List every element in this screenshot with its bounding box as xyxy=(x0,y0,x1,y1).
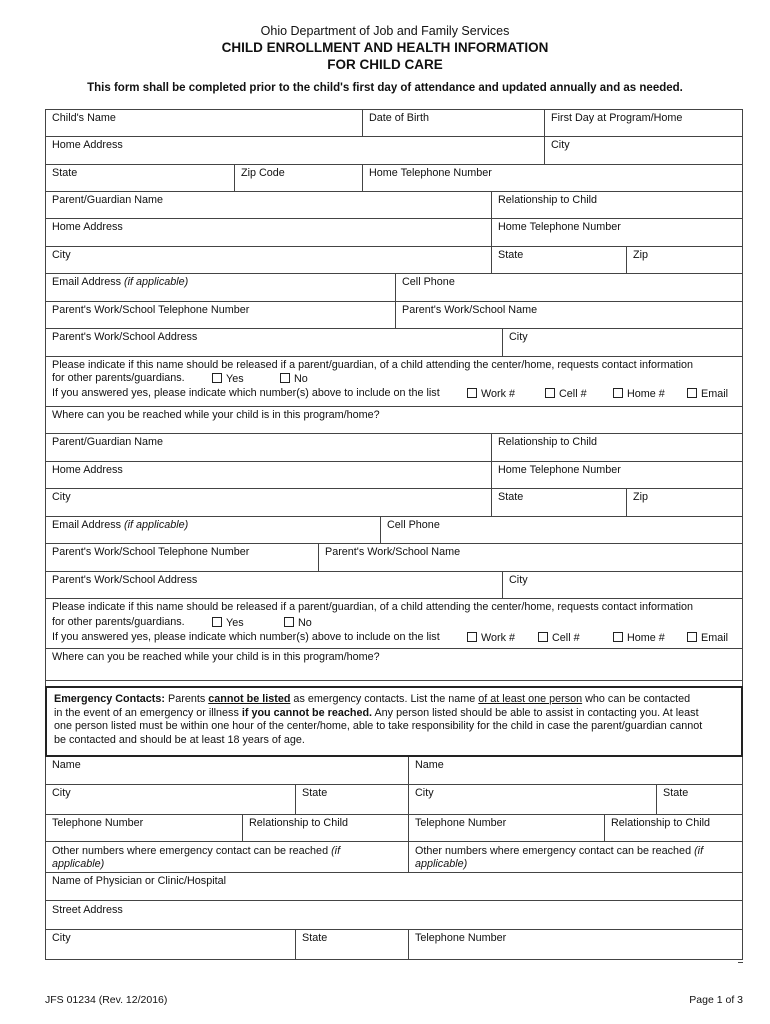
emergency1-telephone-field[interactable]: Telephone Number xyxy=(52,817,144,829)
guardian1-state-field[interactable]: State xyxy=(491,247,626,273)
guardian1-numbers-question: If you answered yes, please indicate which number(s) above to include on the list xyxy=(52,387,440,399)
guardian2-include-home[interactable]: Home # xyxy=(613,632,665,644)
child-row-1 xyxy=(45,109,743,137)
guardian2-row-1 xyxy=(45,434,743,462)
guardian1-work-phone-field[interactable]: Parent's Work/School Telephone Number xyxy=(52,304,250,316)
guardian1-reach-field[interactable]: Where can you be reached while your child is in this program/home? xyxy=(45,407,743,434)
checkbox-icon[interactable] xyxy=(687,388,697,398)
emergency1-other-numbers-field[interactable]: Other numbers where emergency contact can be reached (if applicable) xyxy=(52,845,341,870)
guardian2-release-yes[interactable]: Yes xyxy=(212,617,244,629)
emergency-contacts-notice: Emergency Contacts: Parents cannot be listed as emergency contacts. List the name of at least one person who can be contacted in the event of an emergency or illness if you cannot be reached. Any person listed should be able to assist in contacting you. At least one person listed must be within one hour of the center/home, able to take responsibility for the child in case the parent/guardian cannot be contacted and should be at least 18 years of age. xyxy=(45,686,743,757)
guardian1-include-home[interactable]: Home # xyxy=(613,388,665,400)
emergency2-city-field[interactable]: City xyxy=(408,785,656,814)
guardian2-home-address-field[interactable]: Home Address xyxy=(52,464,123,476)
emergency2-name-field[interactable]: Name xyxy=(408,757,742,784)
corner-mark xyxy=(738,962,743,963)
guardian1-include-work[interactable]: Work # xyxy=(467,388,515,400)
guardian2-row-5 xyxy=(45,544,743,572)
checkbox-icon[interactable] xyxy=(538,632,548,642)
form-title-line1: CHILD ENROLLMENT AND HEALTH INFORMATION xyxy=(221,40,549,55)
guardian1-work-name-field[interactable]: Parent's Work/School Name xyxy=(395,302,742,328)
checkbox-icon[interactable] xyxy=(284,617,294,627)
form-instruction: This form shall be completed prior to the child's first day of attendance and updated annually and as needed. xyxy=(87,82,683,94)
guardian1-work-city-field[interactable]: City xyxy=(502,329,742,356)
emergency2-state-field[interactable]: State xyxy=(656,785,742,814)
guardian1-release-no[interactable]: No xyxy=(280,373,308,385)
guardian2-include-work[interactable]: Work # xyxy=(467,632,515,644)
guardian1-row-5 xyxy=(45,302,743,329)
guardian2-state-field[interactable]: State xyxy=(491,489,626,516)
emergency2-relationship-field[interactable]: Relationship to Child xyxy=(604,815,742,841)
checkbox-icon[interactable] xyxy=(212,373,222,383)
child-city-field[interactable]: City xyxy=(544,137,742,164)
guardian2-numbers-question: If you answered yes, please indicate which number(s) above to include on the list xyxy=(52,631,440,643)
child-first-day-field[interactable]: First Day at Program/Home xyxy=(544,110,742,136)
emergency1-state-field[interactable]: State xyxy=(295,785,408,814)
guardian2-cell-field[interactable]: Cell Phone xyxy=(380,517,742,543)
guardian1-release-yes[interactable]: Yes xyxy=(212,373,244,385)
child-state-field[interactable]: State xyxy=(52,167,78,179)
form-title-line2: FOR CHILD CARE xyxy=(327,57,443,72)
checkbox-icon[interactable] xyxy=(467,632,477,642)
guardian1-row-2 xyxy=(45,219,743,247)
physician-telephone-field[interactable]: Telephone Number xyxy=(408,930,742,959)
enrollment-form xyxy=(45,109,743,960)
guardian1-row-6 xyxy=(45,329,743,357)
guardian2-row-6 xyxy=(45,572,743,599)
guardian2-email-field[interactable]: Email Address (if applicable) xyxy=(52,519,189,531)
guardian2-row-2 xyxy=(45,462,743,489)
guardian1-name-field[interactable]: Parent/Guardian Name xyxy=(52,194,164,206)
guardian1-zip-field[interactable]: Zip xyxy=(626,247,742,273)
child-home-phone-field[interactable]: Home Telephone Number xyxy=(362,165,742,191)
guardian1-row-4 xyxy=(45,274,743,302)
checkbox-icon[interactable] xyxy=(280,373,290,383)
physician-city-field[interactable]: City xyxy=(52,932,71,944)
checkbox-icon[interactable] xyxy=(613,632,623,642)
guardian2-city-field[interactable]: City xyxy=(52,491,71,503)
guardian2-include-email[interactable]: Email xyxy=(687,632,728,644)
emergency2-other-numbers-field[interactable]: Other numbers where emergency contact can be reached (if applicable) xyxy=(408,842,742,872)
guardian2-zip-field[interactable]: Zip xyxy=(626,489,742,516)
guardian1-home-phone-field[interactable]: Home Telephone Number xyxy=(491,219,742,246)
agency-name: Ohio Department of Job and Family Services xyxy=(260,24,510,38)
physician-street-field[interactable]: Street Address xyxy=(45,901,743,930)
guardian2-release-block xyxy=(45,599,743,649)
guardian1-row-3 xyxy=(45,247,743,274)
checkbox-icon[interactable] xyxy=(545,388,555,398)
emergency1-name-field[interactable]: Name xyxy=(52,759,81,771)
checkbox-icon[interactable] xyxy=(613,388,623,398)
guardian1-work-address-field[interactable]: Parent's Work/School Address xyxy=(52,331,198,343)
guardian2-release-question-2: for other parents/guardians. xyxy=(52,616,185,628)
guardian1-include-cell[interactable]: Cell # xyxy=(545,388,587,400)
child-row-2 xyxy=(45,137,743,165)
guardian1-release-question-2: for other parents/guardians. xyxy=(52,372,185,384)
guardian1-release-block xyxy=(45,357,743,407)
emergency-row-2 xyxy=(45,785,743,815)
child-dob-field[interactable]: Date of Birth xyxy=(362,110,544,136)
emergency-row-4 xyxy=(45,842,743,873)
physician-name-field[interactable]: Name of Physician or Clinic/Hospital xyxy=(45,873,743,901)
guardian1-home-address-field[interactable]: Home Address xyxy=(52,221,123,233)
guardian2-work-name-field[interactable]: Parent's Work/School Name xyxy=(318,544,742,571)
guardian2-include-cell[interactable]: Cell # xyxy=(538,632,580,644)
guardian2-work-phone-field[interactable]: Parent's Work/School Telephone Number xyxy=(52,546,250,558)
guardian2-release-question: Please indicate if this name should be released if a parent/guardian, of a child attending the center/home, requests contact information xyxy=(52,601,694,613)
checkbox-icon[interactable] xyxy=(687,632,697,642)
guardian2-relationship-field[interactable]: Relationship to Child xyxy=(491,434,742,461)
physician-row-3 xyxy=(45,930,743,960)
guardian2-release-no[interactable]: No xyxy=(284,617,312,629)
guardian2-reach-field[interactable]: Where can you be reached while your child is in this program/home? xyxy=(45,649,743,681)
guardian1-city-field[interactable]: City xyxy=(52,249,71,261)
form-id: JFS 01234 (Rev. 12/2016) xyxy=(45,994,168,1006)
emergency1-relationship-field[interactable]: Relationship to Child xyxy=(242,815,408,841)
guardian1-include-email[interactable]: Email xyxy=(687,388,728,400)
emergency-row-3 xyxy=(45,815,743,842)
guardian2-work-address-field[interactable]: Parent's Work/School Address xyxy=(52,574,198,586)
guardian1-email-field[interactable]: Email Address (if applicable) xyxy=(52,276,189,288)
guardian1-cell-field[interactable]: Cell Phone xyxy=(395,274,742,301)
guardian1-relationship-field[interactable]: Relationship to Child xyxy=(491,192,742,218)
emergency1-city-field[interactable]: City xyxy=(52,787,71,799)
checkbox-icon[interactable] xyxy=(467,388,477,398)
checkbox-icon[interactable] xyxy=(212,617,222,627)
child-home-address-field[interactable]: Home Address xyxy=(52,139,123,151)
page-number: Page 1 of 3 xyxy=(689,994,743,1006)
physician-state-field[interactable]: State xyxy=(295,930,408,959)
emergency2-telephone-field[interactable]: Telephone Number xyxy=(408,815,604,841)
guardian2-row-4 xyxy=(45,517,743,544)
child-row-3 xyxy=(45,165,743,192)
guardian2-row-3 xyxy=(45,489,743,517)
guardian2-work-city-field[interactable]: City xyxy=(502,572,742,598)
child-zip-field[interactable]: Zip Code xyxy=(234,165,362,191)
guardian1-release-question: Please indicate if this name should be released if a parent/guardian, of a child attending the center/home, requests contact information xyxy=(52,359,694,371)
guardian1-row-1 xyxy=(45,192,743,219)
guardian2-home-phone-field[interactable]: Home Telephone Number xyxy=(491,462,742,488)
emergency-row-1 xyxy=(45,757,743,785)
child-name-field[interactable]: Child's Name xyxy=(52,112,116,124)
guardian2-name-field[interactable]: Parent/Guardian Name xyxy=(52,436,164,448)
